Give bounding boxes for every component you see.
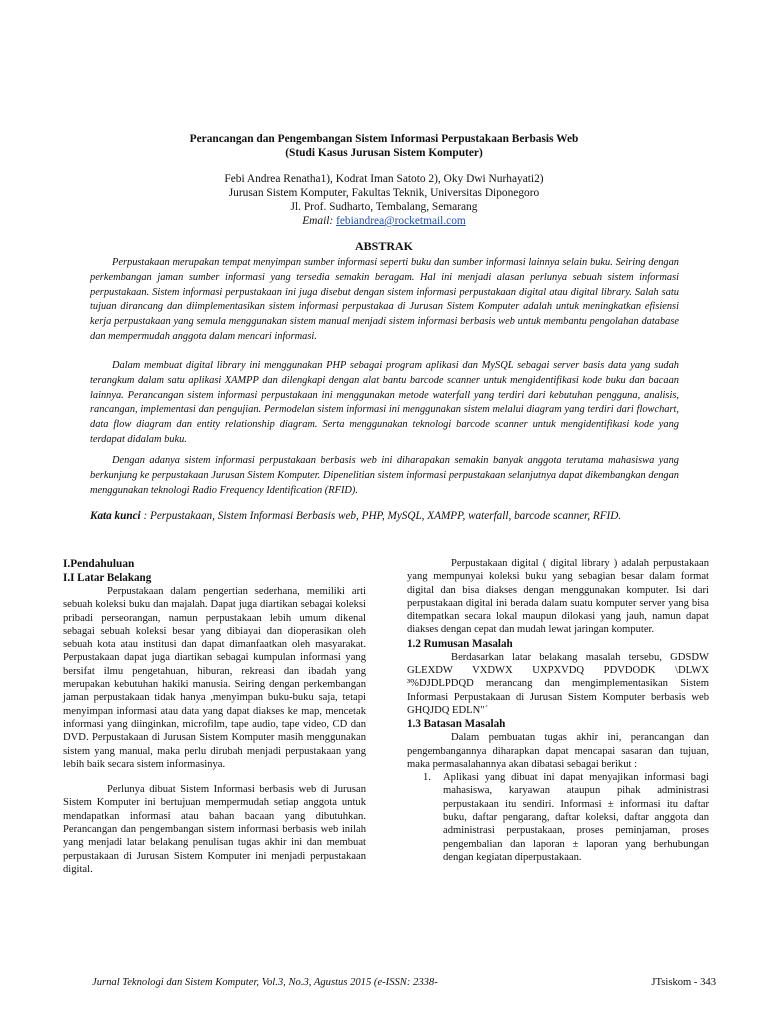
email-label: Email: — [302, 215, 334, 227]
keywords-text: : Perpustakaan, Sistem Informasi Berbasis web, PHP, MySQL, XAMPP, waterfall, barcode scanner, RFID. — [143, 510, 622, 522]
paper-title-line-2: (Studi Kasus Jurusan Sistem Komputer) — [285, 147, 483, 159]
keywords-label: Kata kunci — [90, 510, 141, 522]
abstract-heading: ABSTRAK — [354, 239, 413, 253]
limitations-list — [407, 771, 709, 864]
abstract-paragraph-1: Perpustakaan merupakan tempat menyimpan sumber informasi seperti buku dan sumber informasi lainnya selain buku. Seiring dengan perkembangan jaman sumber informasi yang tersedia semakin beragam. Hal ini menjadi alasan perlunya sebuah sistem informasi perpustakaan. Sistem informasi perpustakaan ini juga disebut dengan sistem informasi perpustakaan digital atau digital library. Salah satu tujuan dirancang dan diimplementasikan sistem informasi perpustakaa di Jurusan Sistem Komputer adalah untuk meningkatkan efisiensi kerja perpustakaan yang semula menggunakan sistem manual menjadi sistem informasi berbasis web untuk membantu pengolahan database dan mempermudah anggota dalam mencari informasi. — [90, 257, 679, 342]
list-item-number: 1. — [423, 772, 431, 784]
problem-statement: Berdasarkan latar belakang masalah tersebu, GDSDW GLEXDW VXDWX UXPXVDQ PDVDODK \DLWX ³%DJDLPDQD merancang dan mengimplementasikan Sistem Informasi Perpustakaan di Jurusan Sistem Komputer berbasis web GHQJDQ EDLN"´ — [407, 651, 709, 716]
subsection-heading-limitations: 1.3 Batasan Masalah — [407, 718, 506, 731]
footer-page-number: JTsiskom - 343 — [651, 977, 716, 988]
author-email-line — [0, 214, 768, 228]
author-address: Jl. Prof. Sudharto, Tembalang, Semarang — [290, 201, 478, 213]
subsection-heading-problem: 1.2 Rumusan Masalah — [407, 637, 513, 650]
right-column — [407, 557, 709, 864]
footer-journal: Jurnal Teknologi dan Sistem Komputer, Vol.3, No.3, Agustus 2015 (e-ISSN: 2338- — [92, 977, 438, 988]
subsection-heading-background: I.I Latar Belakang — [63, 572, 152, 584]
left-paragraph-1: Perpustakaan dalam pengertian sederhana, memiliki arti sebuah koleksi buku dan majalah. Dapat juga diartikan sebagai koleksi pribadi perseorangan, namun perpustakaan lebih umum dikenal sebagai sebuah koleksi besar yang dibiayai dan dioperasikan oleh sebuah kota atau institusi dan dapat dimanfaatkan oleh masyarakat. Perpustakaan dapat juga diartikan sebagai kumpulan informasi yang bersifat ilmu pengetahuan, hiburan, rekreasi dan ibadah yang merupakan kebutuhan hakiki manusia. Seiring dengan perkembangan jaman perpustakaan tidak hanya ,menyimpan buku-buku saja, tetapi menyimpan informasi atau data yang dapat diakses ke map, mencetak informasi yang diinginkan, microfilm, tape audio, tape video, CD dan DVD. Perpustakaan di Jurusan Sistem Komputer masih menggunakan sistem yang manual, maka perlu dirubah menjadi perpustakaan yang lebih baik secara sistem informasinya. — [63, 586, 366, 770]
keywords — [90, 509, 679, 524]
author-list: Febi Andrea Renatha1), Kodrat Iman Satoto 2), Oky Dwi Nurhayati2) — [224, 173, 544, 185]
paper-title-line-1: Perancangan dan Pengembangan Sistem Informasi Perpustakaan Berbasis Web — [189, 133, 579, 145]
abstract-paragraph-2: Dalam membuat digital library ini menggunakan PHP sebagai program aplikasi dan MySQL sebagai server basis data yang sudah terangkum dalam satu aplikasi XAMPP dan dilengkapi dengan alat bantu barcode scanner untuk mengidentifikasi kode buku dan bacaan lainnya. Perancangan sistem informasi perpustakaan ini menggunakan metode waterfall yang terdiri dari kebutuhan pengguna, analisis, rancangan, implementasi dan pengujian. Permodelan sistem informasi ini menggunakan sistem melalui diagram yang terdiri dari flowchart, data flow diagram dan entity relationship diagram. Serta menggunakan teknologi barcode scanner untuk mengidentifikasi kode yang terdapat didalam buku. — [90, 360, 679, 445]
left-paragraph-2: Perlunya dibuat Sistem Informasi berbasis web di Jurusan Sistem Komputer ini bertujuan mempermudah setiap anggota untuk mendapatkan informasi atau bahan bacaan yang dibutuhkan. Perancangan dan pengembangan sistem informasi berbasis web inilah yang menjadi latar belakang penulisan tugas akhir ini dan membuat perpustakaan di Jurusan Sistem Komputer ini menjadi perpustakaan digital. — [63, 784, 366, 875]
author-block — [0, 172, 768, 228]
abstract-paragraph-3: Dengan adanya sistem informasi perpustakaan berbasis web ini diharapakan semakin banyak anggota terutama mahasiswa yang berkunjung ke perpustakaan Jurusan Sistem Komputer. Dipenelitian sistem informasi perpustakaan selanjutnya dapat dikembangkan dengan menggunakan teknologi Radio Frequency Identification (RFID). — [90, 455, 679, 496]
section-heading-introduction: I.Pendahuluan — [63, 558, 135, 570]
right-paragraph-1: Perpustakaan digital ( digital library ) adalah perpustakaan yang mempunyai koleksi buku yang sebagian besar dalam format digital dan bisa diakses dengan menggunakan komputer. Isi dari perpustakaan digital ini berada dalam suatu komputer server yang bisa ditempatkan secara lokal maupun dilokasi yang jauh, namun dapat diakses dengan cepat dan mudah lewat jaringan komputer. — [407, 558, 709, 636]
email-link[interactable]: febiandrea@rocketmail.com — [336, 215, 466, 227]
author-affiliation: Jurusan Sistem Komputer, Fakultas Teknik, Universitas Diponegoro — [228, 187, 540, 199]
paper-title — [0, 132, 768, 160]
limitations-intro: Dalam pembuatan tugas akhir ini, perancangan dan pengembangannya diharapkan dapat mencapai sasaran dan tujuan, maka permasalahannya akan dibatasi sebagai berikut : — [407, 732, 709, 770]
list-item — [407, 771, 709, 864]
list-item-text: Aplikasi yang dibuat ini dapat menyajikan informasi bagi mahasiswa, karyawan ataupun pihak administrasi perpustakaan itu sendiri. Informasi ± informasi itu daftar buku, daftar pengarang, daftar koleksi, daftar anggota dan administrasi perpustakaan, proses peminjaman, proses pengembalian dan laporan ± laporan yang berhubungan dengan kegiatan diperpustakaan. — [443, 772, 709, 863]
left-column — [63, 557, 366, 876]
